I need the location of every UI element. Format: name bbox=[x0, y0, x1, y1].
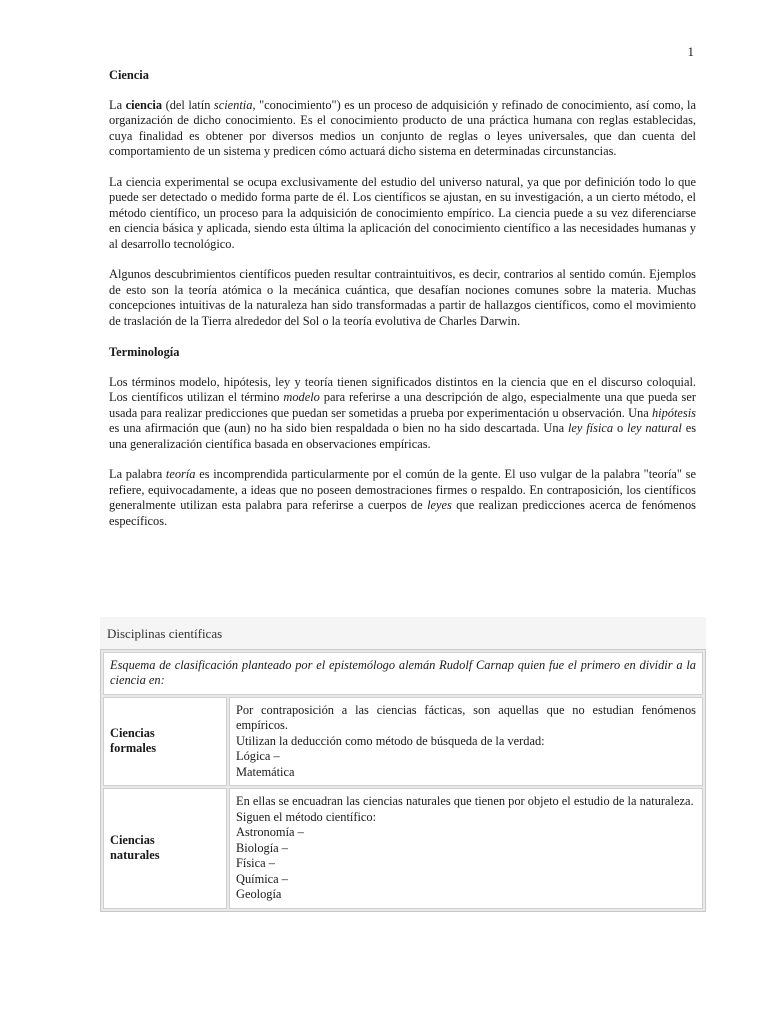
scheme-cell: Esquema de clasificación planteado por el epistemólogo alemán Rudolf Carnap quien fue el primero en dividir a la ciencia en: bbox=[103, 652, 703, 695]
italic-term: ley física bbox=[567, 421, 614, 435]
text-run: (del latín bbox=[162, 97, 214, 112]
italic-term: scientia bbox=[213, 97, 253, 112]
italic-term: leyes bbox=[427, 498, 452, 512]
label-line: Ciencias bbox=[110, 832, 155, 847]
description-line: Astronomía – bbox=[236, 825, 304, 839]
description-line: Por contraposición a las ciencias fácticas, son aquellas que no estudian fenómenos empíricos. bbox=[236, 702, 696, 732]
description-line: Geología bbox=[236, 887, 282, 901]
italic-term: hipótesis bbox=[651, 405, 696, 420]
description-line: Física – bbox=[236, 856, 275, 870]
italic-term: modelo bbox=[283, 390, 320, 404]
description-line: Lógica – bbox=[236, 749, 280, 763]
description-line: Utilizan la deducción como método de búsqueda de la verdad: bbox=[236, 733, 545, 748]
row-description-formales bbox=[229, 697, 703, 787]
paragraph-descubrimientos: Algunos descubrimientos científicos pueden resultar contraintuitivos, es decir, contrarios al sentido común. Ejemplos de esto son la teoría atómica o la mecánica cuántica, que desafían nociones comunes sobre la materia. Muchas concepciones intuitivas de la naturaleza han sido transformadas a partir de hallazgos científicos, como el movimiento de traslación de la Tierra alrededor del Sol o la teoría evolutiva de Charles Darwin. bbox=[109, 267, 696, 328]
description-line: Matemática bbox=[236, 764, 295, 779]
table-row bbox=[103, 652, 703, 695]
text-run: es una afirmación que (aun) no ha sido bien respaldada o bien no ha sido descartada. Una bbox=[109, 421, 568, 435]
section-heading-terminologia: Terminología bbox=[109, 345, 180, 359]
text-run: La palabra bbox=[109, 467, 166, 481]
description-line: Siguen el método científico: bbox=[236, 809, 377, 824]
section-heading-ciencia: Ciencia bbox=[109, 68, 149, 82]
paragraph-terminos bbox=[109, 375, 696, 453]
table-row bbox=[103, 788, 703, 909]
page-number: 1 bbox=[687, 44, 694, 59]
bold-term: ciencia bbox=[125, 97, 163, 112]
description-line: En ellas se encuadran las ciencias naturales que tienen por objeto el estudio de la naturaleza. bbox=[236, 794, 694, 808]
text-run: , "conocimiento") es un proceso de adquisición y refinado de conocimiento, así como, la organización de dicho conocimiento. Es el conocimiento producto de una práctica humana con reglas establecidas, cuya finalidad es obtener por diversos medios un conjunto de reglas o leyes universales, que dan cuenta del comportamiento de un sistema y predicen cómo actuará dicho sistema en determinadas circunstancias. bbox=[109, 97, 696, 158]
italic-term: teoría bbox=[165, 467, 196, 481]
label-line: naturales bbox=[110, 848, 160, 863]
text-run: es incomprendida particularmente por el común de la gente. El uso vulgar de la palabra "teoría" se refiere, equivocadamente, a ideas que no poseen demostraciones firmes o respaldo. En contraposición, los científicos generalmente utilizan esta palabra para referirse a cuerpos de bbox=[109, 467, 696, 512]
row-description-naturales bbox=[229, 788, 703, 909]
disciplinas-table-section bbox=[100, 617, 706, 912]
paragraph-ciencia-definition bbox=[109, 98, 696, 160]
text-run: es una generalización científica basada en observaciones empíricas. bbox=[109, 421, 697, 451]
text-run: que realizan predicciones acerca de fenómenos específicos. bbox=[109, 498, 696, 528]
row-label-naturales bbox=[103, 788, 227, 909]
document-body bbox=[109, 68, 696, 544]
table-caption: Disciplinas científicas bbox=[100, 617, 706, 649]
text-run: Los términos modelo, hipótesis, ley y teoría tienen significados distintos en la ciencia que en el discurso coloquial. Los científicos utilizan el término bbox=[109, 374, 696, 404]
text-run: o bbox=[613, 421, 628, 435]
table-row bbox=[103, 697, 703, 787]
paragraph-ciencia-experimental: La ciencia experimental se ocupa exclusivamente del estudio del universo natural, ya que por definición todo lo que puede ser detectado o medido forma parte de él. Los científicos se ajustan, en su investigación, a un cierto método, el método científico, un proceso para la adquisición de conocimiento empírico. La ciencia puede a su vez diferenciarse en ciencia básica y aplicada, siendo esta última la aplicación del conocimiento científico a las necesidades humanas y al desarrollo tecnológico. bbox=[109, 174, 696, 251]
label-line: Ciencias bbox=[110, 725, 155, 740]
text-run: La bbox=[109, 97, 126, 112]
text-run: para referirse a una descripción de algo, especialmente una que pueda ser usada para realizar predicciones que puedan ser sometidas a prueba por experimentación u observación. Una bbox=[109, 390, 696, 420]
disciplinas-table bbox=[100, 649, 706, 912]
description-line: Química – bbox=[236, 871, 288, 886]
row-label-formales bbox=[103, 697, 227, 787]
label-line: formales bbox=[110, 741, 157, 756]
italic-term: ley natural bbox=[627, 421, 682, 435]
description-line: Biología – bbox=[236, 840, 288, 855]
paragraph-teoria bbox=[109, 467, 696, 529]
